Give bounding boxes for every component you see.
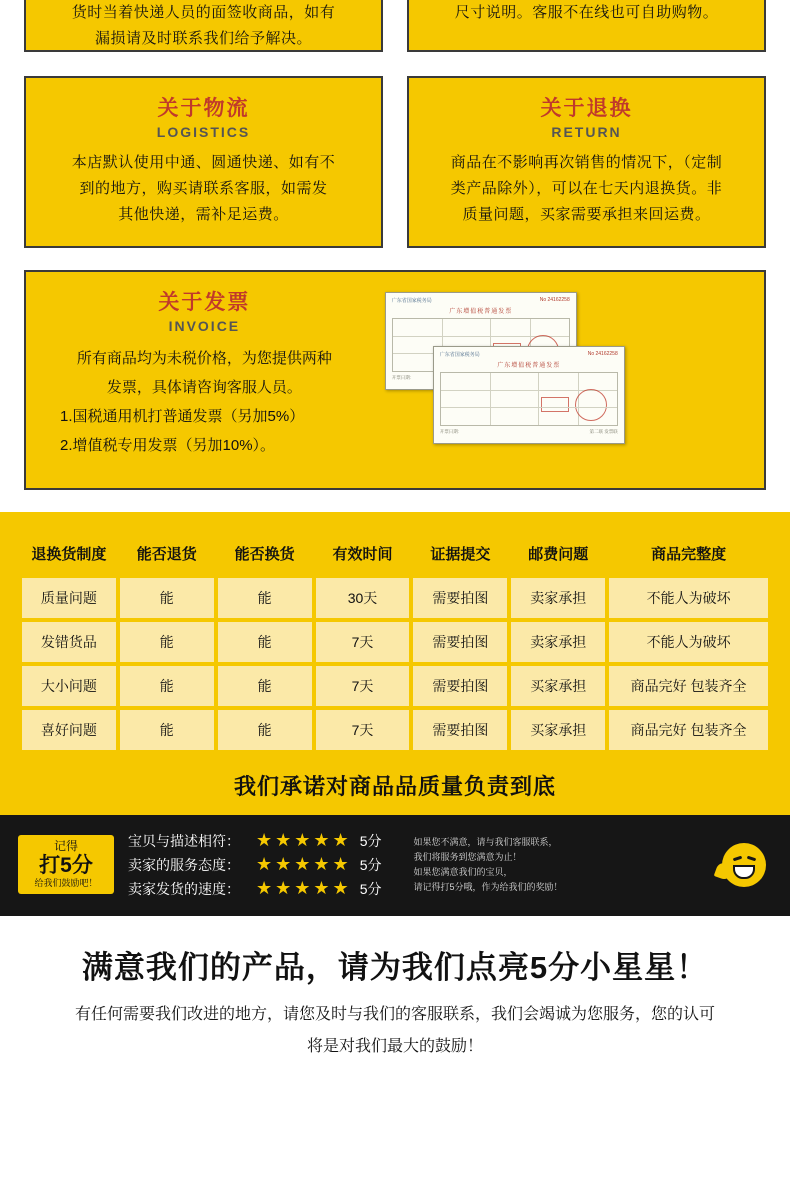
policy-header-3: 有效时间 bbox=[332, 546, 393, 563]
receipt-front-foot-left: 开票日期： bbox=[439, 429, 463, 434]
footer-line-2: 将是对我们最大的鼓励！ bbox=[306, 1038, 483, 1055]
policy-header-0: 退换货制度 bbox=[31, 546, 107, 563]
policy-cell-3-4: 需要拍图 bbox=[413, 710, 507, 750]
policy-cell-3-2: 能 bbox=[218, 710, 312, 750]
emoji-mouth bbox=[733, 865, 755, 879]
invoice-images bbox=[367, 286, 748, 472]
rating-score-description: 5分 bbox=[359, 832, 382, 849]
badge-line-3: 给我们鼓励吧！ bbox=[34, 877, 98, 888]
invoice-title-en: INVOICE bbox=[168, 318, 241, 334]
policy-cell-0-2: 能 bbox=[218, 578, 312, 618]
service-card bbox=[407, 0, 766, 52]
service-card-line-1: 尺寸说明。客服不在线也可自助购物。 bbox=[454, 4, 719, 21]
rating-label-description: 宝贝与描述相符： bbox=[128, 832, 240, 849]
policy-cell-1-1: 能 bbox=[120, 622, 214, 662]
footer-headline: 满意我们的产品，请为我们点亮5分小星星！ bbox=[81, 950, 709, 985]
rating-row-description bbox=[128, 830, 381, 851]
policy-table-header-row bbox=[22, 536, 768, 574]
policy-cell-0-5: 卖家承担 bbox=[511, 578, 605, 618]
policy-cell-2-0: 大小问题 bbox=[22, 666, 116, 706]
policy-cell-0-0: 质量问题 bbox=[22, 578, 116, 618]
rating-note-line-1: 如果您不满意，请与我们客服联系， bbox=[413, 836, 558, 847]
receipt-front-corner-label: 广东省国家税务局 bbox=[439, 352, 480, 358]
rating-note bbox=[413, 835, 702, 895]
receipt-front-title: 广东增值税普通发票 bbox=[497, 363, 561, 369]
table-row bbox=[22, 710, 768, 750]
invoice-card bbox=[24, 270, 766, 490]
invoice-list-item-1: 1.国税通用机打普通发票（另加5%） bbox=[60, 408, 305, 425]
receipt-front-grid bbox=[440, 372, 618, 426]
mid-cards-row bbox=[0, 52, 790, 248]
invoice-title-cn: 关于发票 bbox=[158, 291, 251, 314]
policy-cell-3-0: 喜好问题 bbox=[22, 710, 116, 750]
policy-header-1: 能否退货 bbox=[136, 546, 197, 563]
logistics-title-cn: 关于物流 bbox=[157, 97, 250, 120]
return-title-cn: 关于退换 bbox=[540, 97, 633, 120]
policy-cell-1-6: 不能人为破坏 bbox=[609, 622, 768, 662]
rating-rows bbox=[128, 827, 381, 902]
logistics-line-3: 其他快递，需补足运费。 bbox=[118, 206, 289, 223]
signing-card bbox=[24, 0, 383, 52]
rating-note-line-3: 如果您满意我们的宝贝， bbox=[413, 866, 513, 877]
policy-cell-1-2: 能 bbox=[218, 622, 312, 662]
rating-row-service bbox=[128, 854, 381, 875]
footer-section bbox=[0, 916, 790, 1061]
invoice-receipt-front-image bbox=[433, 346, 625, 444]
rating-label-service: 卖家的服务态度： bbox=[128, 856, 240, 873]
receipt-front-number: No 24162258 bbox=[587, 351, 618, 357]
policy-header-2: 能否换货 bbox=[234, 546, 295, 563]
smiling-face-icon bbox=[716, 841, 772, 889]
policy-cell-2-3: 7天 bbox=[316, 666, 410, 706]
invoice-body bbox=[42, 344, 367, 460]
logistics-card bbox=[24, 76, 383, 248]
policy-cell-0-4: 需要拍图 bbox=[413, 578, 507, 618]
return-card bbox=[407, 76, 766, 248]
policy-cell-1-5: 卖家承担 bbox=[511, 622, 605, 662]
rating-score-shipping: 5分 bbox=[359, 880, 382, 897]
logistics-line-2: 到的地方，购买请联系客服，如需发 bbox=[79, 180, 328, 197]
receipt-front-round-stamp-icon bbox=[575, 389, 607, 421]
badge-line-1: 记得 bbox=[53, 838, 78, 853]
receipt-front-col-2 bbox=[538, 373, 539, 425]
top-cards-row bbox=[0, 0, 790, 52]
promise-text: 我们承诺对商品品质量负责到底 bbox=[18, 754, 772, 815]
receipt-back-title: 广东增值税普通发票 bbox=[449, 309, 513, 315]
return-line-1: 商品在不影响再次销售的情况下，（定制 bbox=[450, 154, 723, 171]
policy-header-4: 证据提交 bbox=[430, 546, 491, 563]
stars-icon: ★★★★★ bbox=[256, 854, 352, 874]
rating-score-service: 5分 bbox=[359, 856, 382, 873]
policy-cell-2-5: 买家承担 bbox=[511, 666, 605, 706]
table-row bbox=[22, 622, 768, 662]
policy-cell-2-2: 能 bbox=[218, 666, 312, 706]
stars-icon: ★★★★★ bbox=[256, 878, 352, 898]
return-line-3: 质量问题，买家需要承担来回运费。 bbox=[462, 206, 711, 223]
policy-cell-0-6: 不能人为破坏 bbox=[609, 578, 768, 618]
policy-cell-3-5: 买家承担 bbox=[511, 710, 605, 750]
logistics-line-1: 本店默认使用中通、圆通快递、如有不 bbox=[71, 154, 336, 171]
policy-header-5: 邮费问题 bbox=[528, 546, 589, 563]
receipt-back-foot-left: 开票日期： bbox=[391, 375, 415, 380]
receipt-back-corner-label: 广东省国家税务局 bbox=[391, 298, 432, 304]
footer-line-1: 有任何需要我们改进的地方，请您及时与我们的客服联系，我们会竭诚为您服务，您的认可 bbox=[74, 1006, 715, 1023]
policy-cell-3-1: 能 bbox=[120, 710, 214, 750]
policy-cell-2-1: 能 bbox=[120, 666, 214, 706]
policy-header-6: 商品完整度 bbox=[651, 546, 727, 563]
logistics-title-en: LOGISTICS bbox=[156, 124, 251, 140]
signing-card-line-1: 货时当着快递人员的面签收商品，如有 bbox=[71, 4, 336, 21]
receipt-front-rect-stamp-icon bbox=[541, 397, 569, 412]
policy-cell-2-4: 需要拍图 bbox=[413, 666, 507, 706]
policy-cell-2-6: 商品完好 包装齐全 bbox=[609, 666, 768, 706]
receipt-front-foot bbox=[434, 429, 624, 435]
invoice-list-item-2: 2.增值税专用发票（另加10%）。 bbox=[60, 437, 276, 454]
rating-bar bbox=[0, 815, 790, 916]
invoice-line-1: 所有商品均为未税价格，为您提供两种 bbox=[76, 350, 332, 367]
receipt-back-number: No 24162258 bbox=[539, 297, 570, 303]
policy-cell-0-3: 30天 bbox=[316, 578, 410, 618]
badge-line-2: 打5分 bbox=[39, 853, 93, 877]
invoice-line-2: 发票，具体请咨询客服人员。 bbox=[106, 379, 302, 396]
policy-table-section bbox=[0, 512, 790, 815]
rating-row-shipping bbox=[128, 878, 381, 899]
policy-table bbox=[18, 532, 772, 754]
rating-note-line-4: 请记得打5分哦，作为给我们的奖励！ bbox=[413, 881, 563, 892]
return-line-2: 类产品除外），可以在七天内退换货。非 bbox=[450, 180, 723, 197]
policy-cell-1-3: 7天 bbox=[316, 622, 410, 662]
rating-note-line-2: 我们将服务到您满意为止！ bbox=[413, 851, 522, 862]
invoice-text-column bbox=[42, 286, 367, 472]
policy-cell-0-1: 能 bbox=[120, 578, 214, 618]
table-row bbox=[22, 578, 768, 618]
receipt-front-foot-right: 第二联 发票联 bbox=[589, 429, 618, 434]
invoice-section bbox=[0, 248, 790, 490]
table-row bbox=[22, 666, 768, 706]
signing-card-line-2: 漏损请及时联系我们给予解决。 bbox=[94, 30, 312, 47]
policy-cell-3-3: 7天 bbox=[316, 710, 410, 750]
policy-cell-1-4: 需要拍图 bbox=[413, 622, 507, 662]
receipt-front-col-1 bbox=[490, 373, 491, 425]
rate-5-badge bbox=[18, 835, 114, 894]
policy-cell-1-0: 发错货品 bbox=[22, 622, 116, 662]
return-title-en: RETURN bbox=[551, 124, 622, 140]
policy-cell-3-6: 商品完好 包装齐全 bbox=[609, 710, 768, 750]
stars-icon: ★★★★★ bbox=[256, 830, 352, 850]
rating-label-shipping: 卖家发货的速度： bbox=[128, 880, 240, 897]
